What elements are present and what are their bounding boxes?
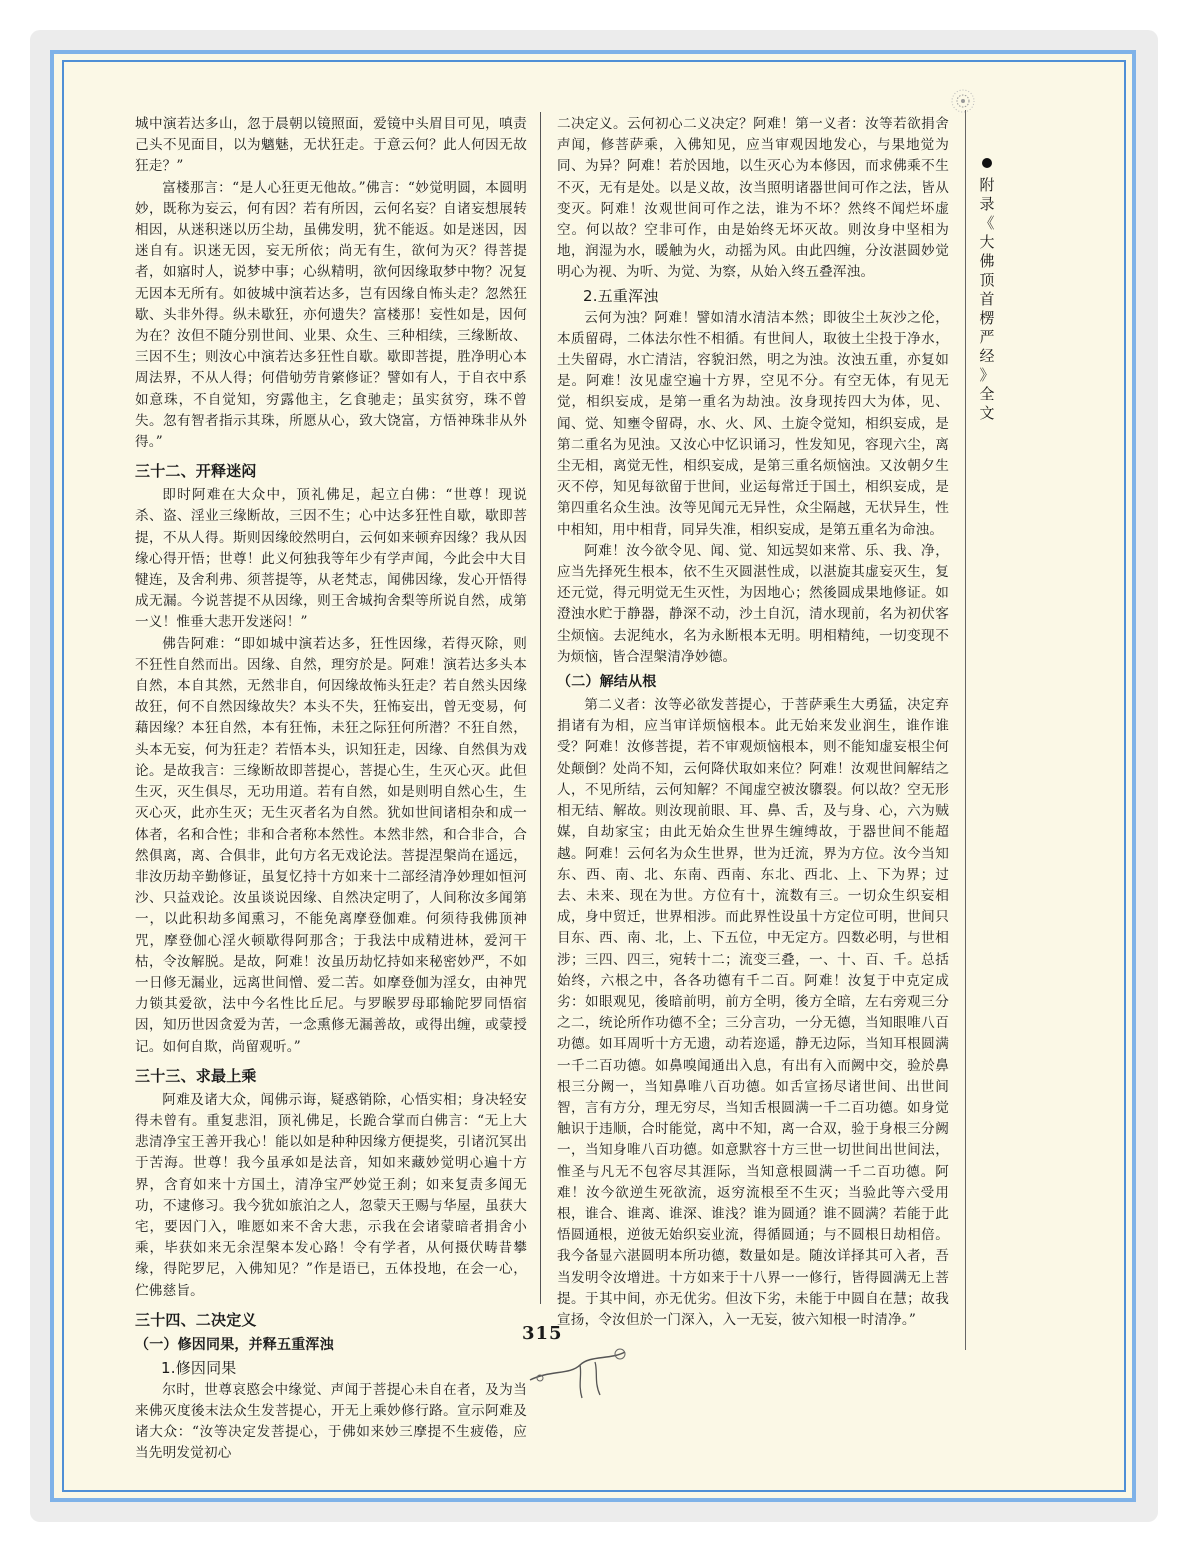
paragraph: 富楼那言：“是人心狂更无他故。”佛言：“妙觉明圆，本圆明妙，既称为妄云，何有因？若有所因，云何名妄？自诸妄想展转相因，从迷积迷以历尘劫，虽佛发明，犹不能返。如是迷因，因迷自有。识迷无因，妄无所依；尚无有生，欲何为灭？得菩提者，如寤时人，说梦中事；心纵精明，欲何因缘取梦中物？况复无因本无所有。如彼城中演若达多，岂有因缘自怖头走？忽然狂歇、头非外得。纵未歇狂，亦何遗失？富楼那！妄性如是，因何为在？汝但不随分别世间、业果、众生、三种相续，三缘断故、三因不生；则汝心中演若达多狂性自歇。歇即菩提，胜净明心本周法界，不从人得；何借劬劳肯綮修证？譬如有人，于自衣中系如意珠，不自觉知，穷露他主，乞食驰走；虽实贫穷，珠不曾失。忽有智者指示其珠，所愿从心，致大饶富，方悟神珠非从外得。” xyxy=(135,179,527,451)
side-label-char: 文 xyxy=(979,404,995,422)
right-text-column xyxy=(557,114,949,1331)
sub-subsection-heading: 2.五重浑浊 xyxy=(583,286,659,305)
side-label-char: 附 xyxy=(979,176,995,194)
paragraph: 二决定义。云何初心二义决定？阿难！第一义者：汝等若欲捐舍声闻，修菩萨乘，入佛知见，应当审观因地发心，与果地觉为同、为异？阿难！若於因地，以生灭心为本修因，而求佛乘不生不灭，无有是处。以是义故，汝当照明诸器世间可作之法，皆从变灭。阿难！汝观世间可作之法，谁为不坏？然终不闻烂坏虚空。何以故？空非可作，由是始终无坏灭故。则汝身中坚相为地，润湿为水，暖触为火，动摇为风。由此四缠，分汝湛圆妙觉明心为视、为听、为觉、为察，从始入终五叠浑浊。 xyxy=(557,116,949,281)
side-label xyxy=(976,158,998,423)
section-heading: 三十二、开释迷闷 xyxy=(135,462,257,481)
side-label-char: 经 xyxy=(979,347,995,365)
side-label-char: 《 xyxy=(979,214,995,232)
page-number: 315 xyxy=(522,1323,563,1344)
paragraph: 城中演若达多山，忽于晨朝以镜照面，爱镜中头眉目可见，嗔责己头不见面目，以为魑魅，无状狂走。于意云何？此人何因无故狂走？” xyxy=(135,116,527,175)
side-label-char: 楞 xyxy=(979,309,995,327)
subsection-heading: （二）解结从根 xyxy=(557,674,657,691)
paragraph: 尔时，世尊哀愍会中缘觉、声闻于菩提心未自在者，及为当来佛灭度後末法众生发菩提心，开无上乘妙修行路。宣示阿难及诸大众：“汝等决定发菩提心，于佛如来妙三摩提不生疲倦，应当先明发觉初心 xyxy=(135,1381,527,1462)
side-label-char: 大 xyxy=(979,233,995,251)
column-divider xyxy=(540,112,541,1304)
paragraph: 阿难！汝今欲令见、闻、觉、知远契如来常、乐、我、净，应当先择死生根本，依不生灭圆湛性成，以湛旋其虚妄灭生，复还元觉，得元明觉无生灭性，为因地心；然後圆成果地修证。如澄浊水贮于静器，静深不动，沙土自沉，清水现前，名为初伏客尘烦恼。去泥纯水，名为永断根本无明。明相精纯，一切变现不为烦恼，皆合涅槃清净妙德。 xyxy=(557,542,949,665)
subsection-heading: （一）修因同果，并释五重浑浊 xyxy=(135,1336,334,1353)
paragraph: 第二义者：汝等必欲发菩提心，于菩萨乘生大勇猛，决定弃捐诸有为相，应当审详烦恼根本。此无始来发业润生，谁作谁受？阿难！汝修菩提，若不审观烦恼根本，则不能知虚妄根尘何处颠倒？处尚不知，云何降伏取如来位？阿难！汝观世间解结之人，不见所结，云何知解？不闻虚空被汝隳裂。何以故？空无形相无结、解故。则汝现前眼、耳、鼻、舌，及与身、心，六为贼媒，自劫家宝；由此无始众生世界生缠缚故，于器世间不能超越。阿难！云何名为众生世界，世为迁流，界为方位。汝今当知东、西、南、北、东南、西南、东北、西北、上、下为界；过去、未来、现在为世。方位有十，流数有三。一切众生织妄相成，身中贸迁，世界相涉。而此界性设虽十方定位可明，世间只目东、西、南、北，上、下五位，中无定方。四数必明，与世相涉；三四、四三，宛转十二；流变三叠，一、十、百、千。总括始终，六根之中，各各功德有千二百。阿难！汝复于中克定成劣：如眼观见，後暗前明，前方全明，後方全暗，左右旁观三分之二，统论所作功德不全；三分言功，一分无德，当知眼唯八百功德。如耳周听十方无遗，动若迩遥，静无边际，当知耳根圆满一千二百功德。如鼻嗅闻通出入息，有出有入而阙中交，验於鼻根三分阙一，当知鼻唯八百功德。如舌宣扬尽诸世间、出世间智，言有方分，理无穷尽，当知舌根圆满一千二百功德。如身觉触识于违顺，合时能觉，离中不知，离一合双，验于身根三分阙一，当知身唯八百功德。如意默容十方三世一切世间出世间法，惟圣与凡无不包容尽其涯际，当知意根圆满一千二百功德。阿难！汝今欲逆生死欲流，返穷流根至不生灭；当验此等六受用根，谁合、谁离、谁深、谁浅？谁为圆通？谁不圆满？若能于此悟圆通根，逆彼无始织妄业流，得循圆通；与不圆根日劫相倍。我今备显六湛圆明本所功德，数量如是。随汝详择其可入者，吾当发明令汝增进。十方如来于十八界一一修行，皆得圆满无上菩提。于其中间，亦无优劣。但汝下劣，未能于中圆自在慧；故我宣扬，令汝但於一门深入，入一无妄，彼六知根一时清净。” xyxy=(557,697,949,1328)
side-label-char: 严 xyxy=(979,328,995,346)
section-heading: 三十三、求最上乘 xyxy=(135,1066,257,1085)
paragraph: 佛告阿难：“即如城中演若达多，狂性因缘，若得灭除，则不狂性自然而出。因缘、自然，理穷於是。阿难！演若达多头本自然，本自其然，无然非自，何因缘故怖头狂走？若自然头因缘故狂，何不自然因缘故失？本头不失，狂怖妄出，曾无变易，何藉因缘？本狂自然，本有狂怖，未狂之际狂何所潜？不狂自然，头本无妄，何为狂走？若悟本头，识知狂走，因缘、自然俱为戏论。是故我言：三缘断故即菩提心，菩提心生，生灭心灭。此但生灭，灭生俱尽，无功用道。若有自然，如是则明自然心生，生灭心灭，此亦生灭；无生灭者名为自然。犹如世间诸相杂和成一体者，名和合性；非和合者称本然性。本然非然，和合非合，合然俱离，离、合俱非，此句方名无戏论法。菩提涅槃尚在遥远，非汝历劫辛勤修证，虽复忆持十方如来十二部经清净妙理如恒河沙、只益戏论。汝虽谈说因缘、自然决定明了，人间称汝多闻第一，以此积劫多闻熏习，不能免离摩登伽难。何须待我佛顶神咒，摩登伽心淫火顿歇得阿那含；于我法中成精进林，爱河干枯，令汝解脱。是故，阿难！汝虽历劫忆持如来秘密妙严，不如一日修无漏业，远离世间憎、爱二苦。如摩登伽为淫女，由神咒力锁其爱欲，法中今名性比丘尼。与罗睺罗母耶输陀罗同悟宿因，知历世因贪爱为苦，一念熏修无漏善故，或得出缠，或蒙授记。如何自欺，尚留观听。” xyxy=(135,635,527,1055)
side-label-char: 顶 xyxy=(979,271,995,289)
paragraph: 阿难及诸大众，闻佛示诲，疑惑销除，心悟实相；身决轻安得未曾有。重复悲泪，顶礼佛足，长跪合掌而白佛言：“无上大悲清净宝王善开我心！能以如是种种因缘方便提奖，引诸沉冥出于苦海。世尊！我今虽承如是法音，知如来藏妙觉明心遍十方界，含育如来十方国土，清净宝严妙觉王刹；如来复责多闻无功，不逮修习。我今犹如旅泊之人，忽蒙天王赐与华屋，虽获大宅，要因门入，唯愿如来不舍大悲，示我在会诸蒙暗者捐舍小乘，毕获如来无余涅槃本发心路！令有学者，从何摄伏畴昔攀缘，得陀罗尼，入佛知见？”作是语已，五体投地，在会一心，伫佛慈旨。 xyxy=(135,1091,527,1299)
corner-ornament-icon xyxy=(948,86,978,116)
paragraph: 即时阿难在大众中，顶礼佛足，起立白佛：“世尊！现说杀、盗、淫业三缘断故，三因不生；心中达多狂性自歇，歇即菩提，不从人得。斯则因缘皎然明白，云何如来顿弃因缘？我从因缘心得开悟；世尊！此义何独我等年少有学声闻，今此会中大目犍连，及舍利弗、须菩提等，从老梵志，闻佛因缘，发心开悟得成无漏。今说菩提不从因缘，则王舍城拘舍梨等所说自然，成第一义！惟垂大悲开发迷闷！” xyxy=(135,487,527,631)
bullet-dot-icon xyxy=(982,158,992,168)
side-label-char: 佛 xyxy=(979,252,995,270)
side-label-char: 》 xyxy=(979,366,995,384)
footer-floral-ornament-icon xyxy=(520,1340,640,1400)
side-label-char: 全 xyxy=(979,385,995,403)
side-label-char: 首 xyxy=(979,290,995,308)
side-rule xyxy=(965,110,966,1350)
sub-subsection-heading: 1.修因同果 xyxy=(161,1358,237,1377)
left-text-column xyxy=(135,114,527,1465)
section-heading: 三十四、二决定义 xyxy=(135,1310,257,1329)
paragraph: 云何为浊？阿难！譬如清水清洁本然；即彼尘土灰沙之伦，本质留碍，二体法尔性不相循。有世间人，取彼土尘投于净水，土失留碍，水亡清洁，容貌汩然，明之为浊。汝浊五重，亦复如是。阿难！汝见虚空遍十方界，空见不分。有空无体，有见无觉，相织妄成，是第一重名为劫浊。汝身现抟四大为体，见、闻、觉、知壅令留碍，水、火、风、土旋令觉知，相织妄成，是第二重名为见浊。又汝心中忆识诵习，性发知见，容现六尘，离尘无相，离觉无性，相织妄成，是第三重名烦恼浊。又汝朝夕生灭不停，知见每欲留于世间，业运每常迁于国土，相织妄成，是第四重名众生浊。汝等见闻元无异性，众尘隔越，无状异生，性中相知，用中相背，同异失准，相织妄成，是第五重名为命浊。 xyxy=(557,309,949,538)
side-label-char: 录 xyxy=(979,195,995,213)
